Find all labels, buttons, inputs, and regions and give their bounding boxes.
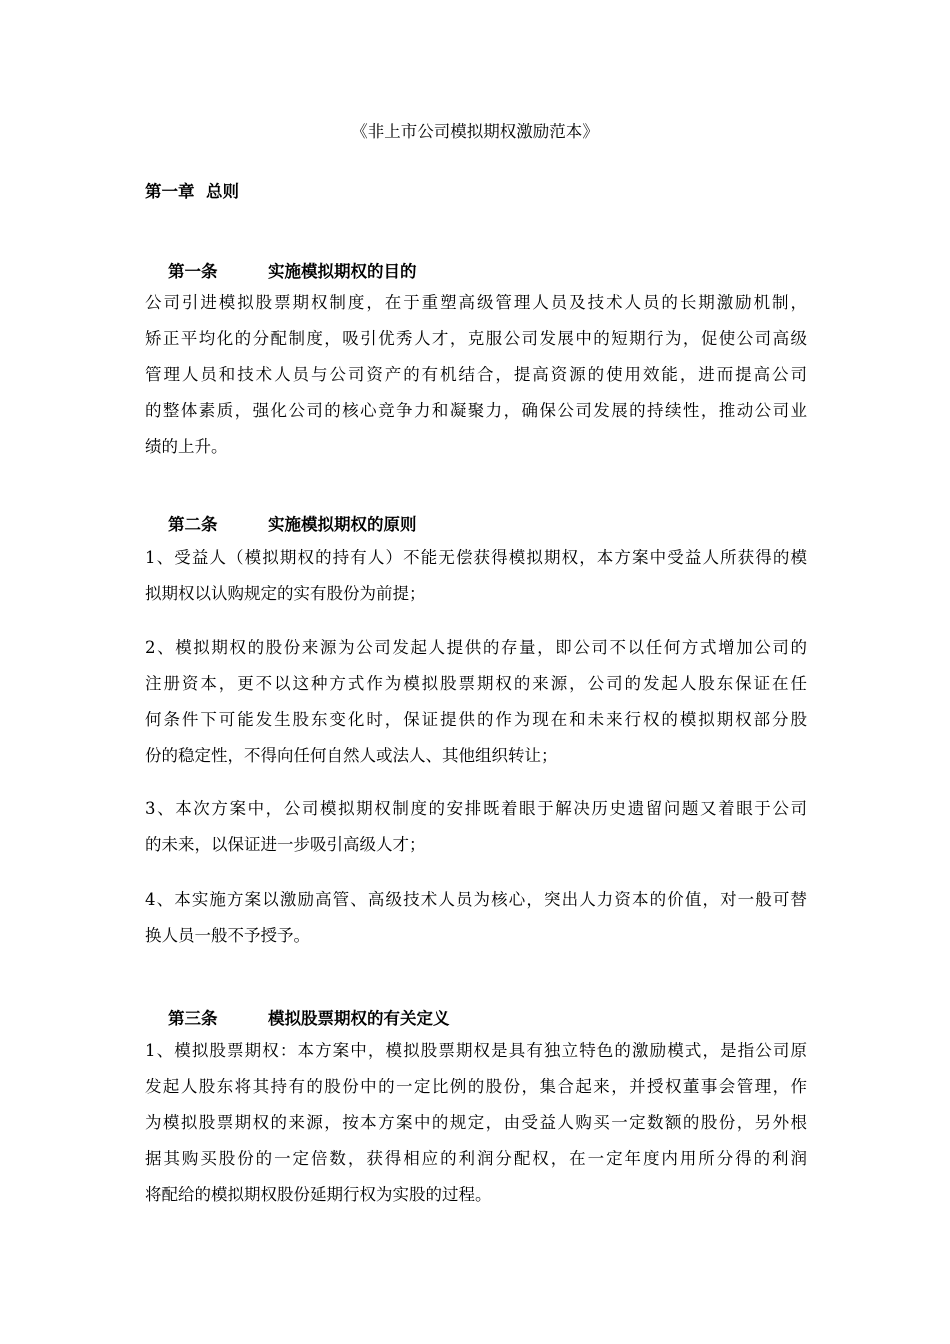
paragraph-principle-3 (145, 791, 807, 863)
text-line: 据其购买股份的一定倍数，获得相应的利润分配权，在一定年度内用所分得的利润 (145, 1149, 807, 1168)
document-title: 《非上市公司模拟期权激励范本》 (351, 122, 599, 141)
text-line: 将配给的模拟期权股份延期行权为实股的过程。 (145, 1185, 492, 1204)
paragraph-principle-1 (145, 540, 807, 612)
paragraph-purpose (145, 285, 807, 465)
text-line: 公司引进模拟股票期权制度，在于重塑高级管理人员及技术人员的长期激励机制， (145, 293, 807, 312)
text-line: 为模拟股票期权的来源，按本方案中的规定，由受益人购买一定数额的股份，另外根 (145, 1113, 807, 1132)
paragraph-principle-2 (145, 630, 807, 774)
text-line: 的整体素质，强化公司的核心竞争力和凝聚力，确保公司发展的持续性，推动公司业 (145, 401, 807, 420)
text-line: 的未来，以保证进一步吸引高级人才； (145, 835, 426, 854)
text-line: 矫正平均化的分配制度，吸引优秀人才，克服公司发展中的短期行为，促使公司高级 (145, 329, 807, 348)
section-title: 实施模拟期权的目的 (267, 262, 417, 281)
paragraph-definition-1 (145, 1033, 807, 1213)
text-line: 4、本实施方案以激励高管、高级技术人员为核心，突出人力资本的价值，对一般可替 (145, 890, 807, 909)
section-number: 第二条 (167, 515, 218, 534)
section-title: 模拟股票期权的有关定义 (267, 1009, 450, 1028)
text-line: 份的稳定性，不得向任何自然人或法人、其他组织转让； (145, 746, 558, 765)
section-number: 第三条 (167, 1009, 218, 1028)
text-line: 绩的上升。 (145, 437, 228, 456)
text-line: 管理人员和技术人员与公司资产的有机结合，提高资源的使用效能，进而提高公司 (145, 365, 807, 384)
section-number: 第一条 (167, 262, 218, 281)
text-line: 1、受益人（模拟期权的持有人）不能无偿获得模拟期权，本方案中受益人所获得的模 (145, 548, 807, 567)
text-line: 3、本次方案中，公司模拟期权制度的安排既着眼于解决历史遗留问题又着眼于公司 (145, 799, 807, 818)
text-line: 拟期权以认购规定的实有股份为前提； (145, 584, 426, 603)
paragraph-principle-4 (145, 882, 807, 954)
text-line: 2、模拟期权的股份来源为公司发起人提供的存量，即公司不以任何方式增加公司的 (145, 638, 807, 657)
chapter-heading: 第一章 总则 (145, 182, 239, 201)
text-line: 注册资本，更不以这种方式作为模拟股票期权的来源，公司的发起人股东保证在任 (145, 674, 807, 693)
text-line: 换人员一般不予授予。 (145, 926, 310, 945)
section-title: 实施模拟期权的原则 (267, 515, 417, 534)
text-line: 发起人股东将其持有的股份中的一定比例的股份，集合起来，并授权董事会管理，作 (145, 1077, 807, 1096)
text-line: 1、模拟股票期权：本方案中，模拟股票期权是具有独立特色的激励模式，是指公司原 (145, 1041, 807, 1060)
text-line: 何条件下可能发生股东变化时，保证提供的作为现在和未来行权的模拟期权部分股 (145, 710, 807, 729)
